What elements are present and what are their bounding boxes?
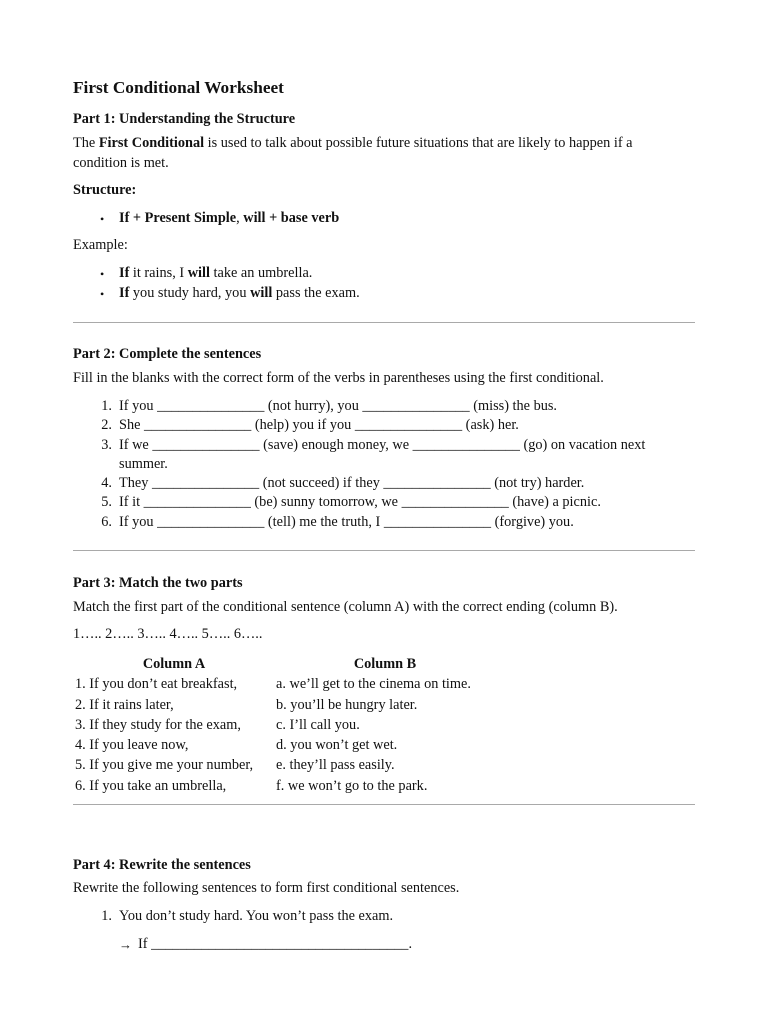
exercise-sentence: She _______________ (help) you if you _______________ (ask) her. bbox=[119, 417, 519, 433]
example-if: If bbox=[119, 285, 130, 301]
bullet-icon: • bbox=[100, 287, 105, 301]
rewrite-answer-blank: If ____________________________________. bbox=[138, 936, 413, 952]
part1-intro-line2: condition is met. bbox=[73, 155, 169, 171]
arrow-right-icon: → bbox=[119, 937, 132, 952]
example-text: it rains, I bbox=[129, 265, 188, 281]
part1-intro-line1 bbox=[73, 135, 633, 152]
exercise-sentence: If you _______________ (not hurry), you _______________ (miss) the bus. bbox=[119, 398, 558, 414]
exercise-sentence: They _______________ (not succeed) if they _______________ (not try) harder. bbox=[119, 475, 585, 491]
part3-instruction: Match the first part of the conditional sentence (column A) with the correct ending (column B). bbox=[73, 599, 618, 615]
list-number: 1. bbox=[101, 398, 112, 414]
example-will: will bbox=[250, 285, 273, 301]
column-a-item: 5. If you give me your number, bbox=[75, 757, 254, 773]
section-divider bbox=[73, 550, 695, 551]
part2-heading: Part 2: Complete the sentences bbox=[73, 346, 262, 362]
example-text: take an umbrella. bbox=[209, 265, 313, 281]
part3-heading: Part 3: Match the two parts bbox=[73, 575, 243, 591]
section-divider bbox=[73, 322, 695, 323]
example-will: will bbox=[187, 265, 210, 281]
example-if: If bbox=[119, 265, 130, 281]
part4-heading: Part 4: Rewrite the sentences bbox=[73, 857, 251, 873]
intro-text: The bbox=[73, 135, 99, 151]
answer-line: 1….. 2….. 3….. 4….. 5….. 6….. bbox=[73, 626, 263, 642]
list-number: 2. bbox=[101, 417, 112, 433]
column-b-item: d. you won’t get wet. bbox=[276, 737, 398, 753]
exercise-sentence: If we _______________ (save) enough money, we _______________ (go) on vacation next bbox=[119, 437, 646, 453]
column-a-item: 6. If you take an umbrella, bbox=[75, 778, 227, 794]
example-item bbox=[119, 265, 312, 282]
exercise-sentence: If you _______________ (tell) me the truth, I _______________ (forgive) you. bbox=[119, 514, 574, 530]
part4-instruction: Rewrite the following sentences to form first conditional sentences. bbox=[73, 880, 460, 896]
rewrite-sentence: You don’t study hard. You won’t pass the exam. bbox=[119, 908, 394, 924]
intro-bold-term: First Conditional bbox=[98, 135, 205, 151]
section-divider bbox=[73, 804, 695, 805]
bullet-icon: • bbox=[100, 267, 105, 281]
column-b-item: b. you’ll be hungry later. bbox=[276, 697, 418, 713]
part1-heading: Part 1: Understanding the Structure bbox=[73, 111, 296, 127]
list-number: 1. bbox=[101, 908, 112, 924]
example-item bbox=[119, 285, 360, 302]
column-a-header: Column A bbox=[142, 656, 206, 672]
intro-text-rest: is used to talk about possible future situations that are likely to happen if a bbox=[204, 135, 633, 151]
structure-if-part: If + Present Simple bbox=[119, 210, 237, 226]
structure-formula bbox=[119, 210, 339, 227]
exercise-sentence-continued: summer. bbox=[119, 456, 168, 472]
list-number: 6. bbox=[101, 514, 112, 530]
column-a-item: 1. If you don’t eat breakfast, bbox=[75, 676, 238, 692]
structure-separator: , bbox=[236, 210, 244, 226]
column-b-item: c. I’ll call you. bbox=[276, 717, 360, 733]
exercise-sentence: If it _______________ (be) sunny tomorrow, we _______________ (have) a picnic. bbox=[119, 494, 601, 510]
column-b-item: f. we won’t go to the park. bbox=[276, 778, 428, 794]
column-a-item: 4. If you leave now, bbox=[75, 737, 189, 753]
column-b-item: e. they’ll pass easily. bbox=[276, 757, 395, 773]
part2-instruction: Fill in the blanks with the correct form of the verbs in parentheses using the first conditional. bbox=[73, 370, 604, 386]
structure-label: Structure: bbox=[73, 182, 137, 198]
column-b-header: Column B bbox=[353, 656, 417, 672]
list-number: 5. bbox=[101, 494, 112, 510]
example-label: Example: bbox=[73, 237, 128, 253]
page-title: First Conditional Worksheet bbox=[73, 78, 284, 97]
example-text: pass the exam. bbox=[272, 285, 360, 301]
column-a-item: 3. If they study for the exam, bbox=[75, 717, 241, 733]
list-number: 4. bbox=[101, 475, 112, 491]
list-number: 3. bbox=[101, 437, 112, 453]
column-b-item: a. we’ll get to the cinema on time. bbox=[276, 676, 471, 692]
structure-will-part: will + base verb bbox=[243, 210, 340, 226]
example-text: you study hard, you bbox=[129, 285, 251, 301]
column-a-item: 2. If it rains later, bbox=[75, 697, 174, 713]
bullet-icon: • bbox=[100, 212, 105, 226]
